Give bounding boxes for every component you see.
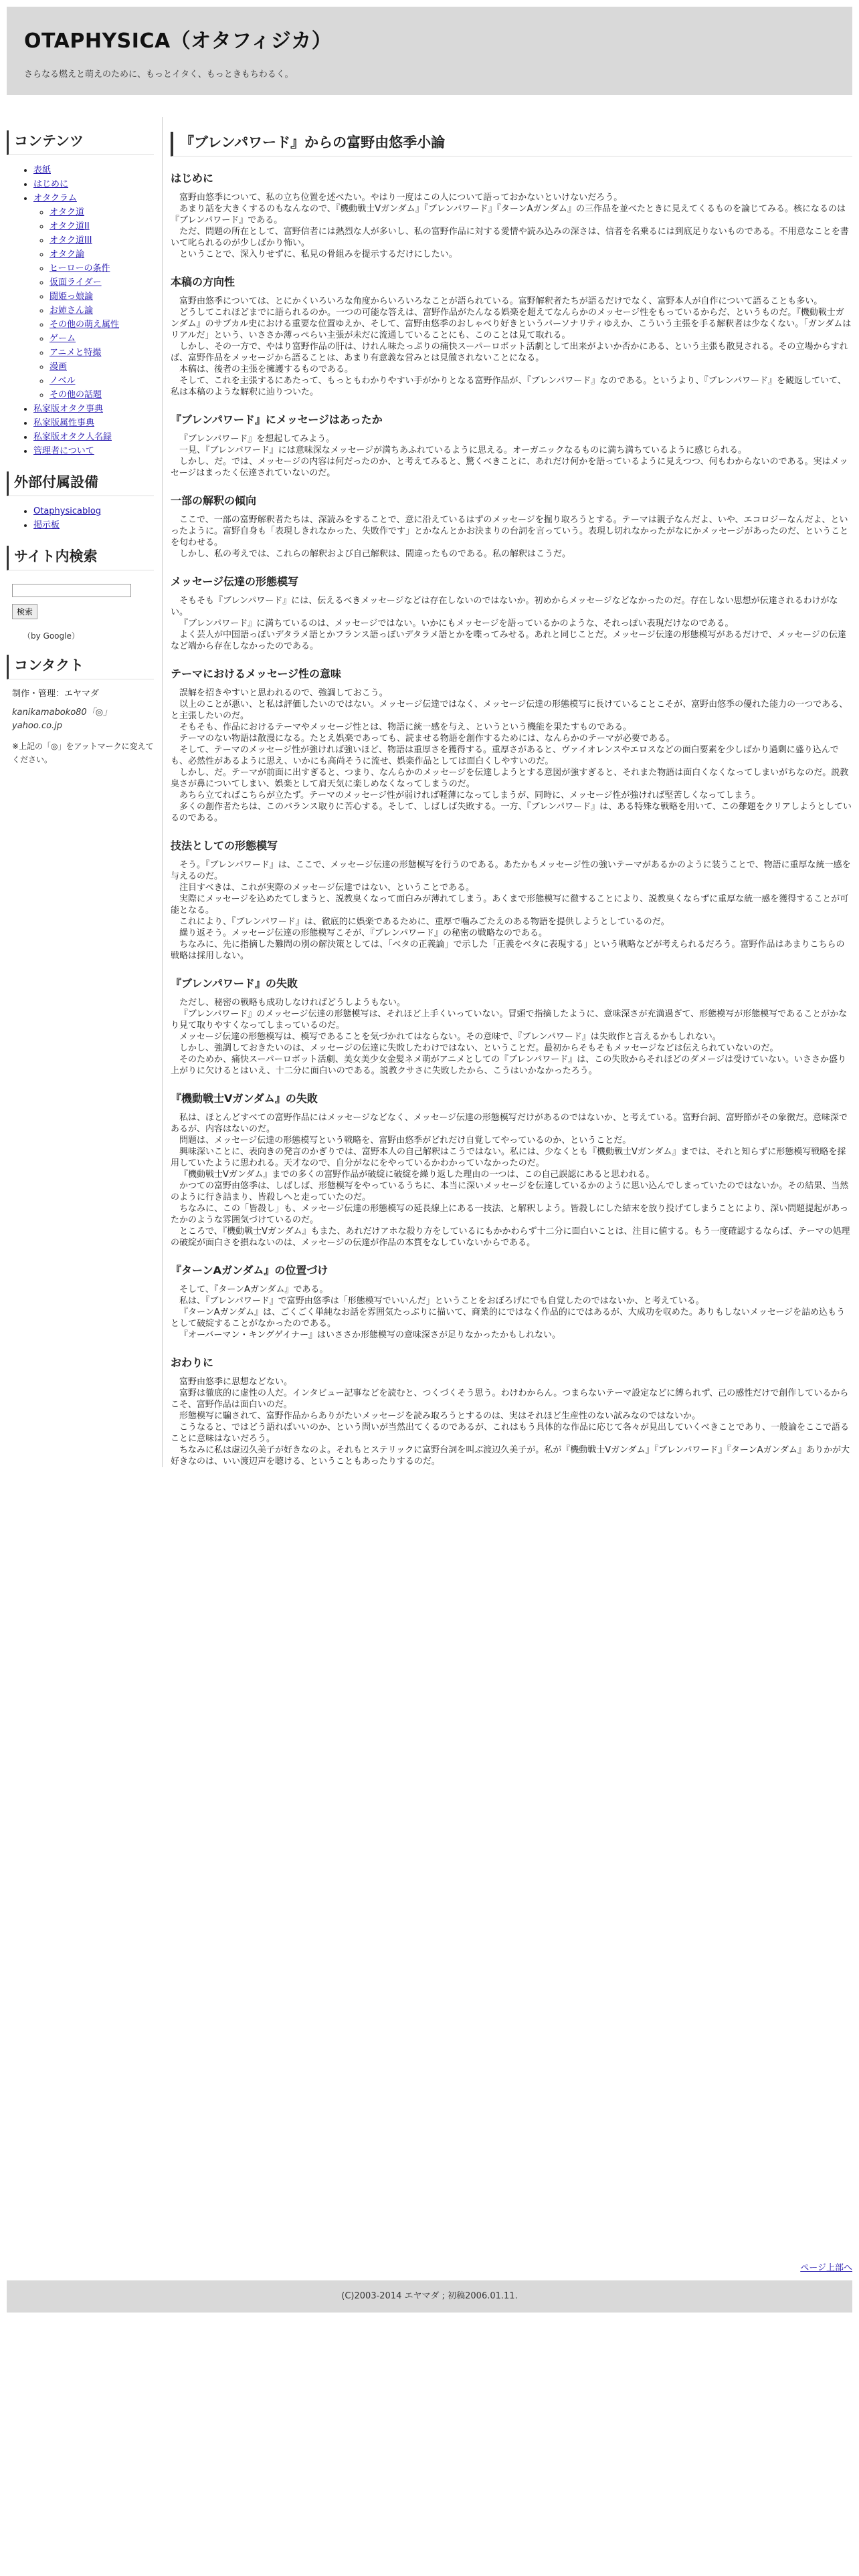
contents-heading: コンテンツ [7, 130, 154, 155]
paragraph: 以上のことが悪い、と私は評価したいのではない。メッセージ伝達ではなく、メッセージ伝達の形態模写に長けていることこそが、富野由悠季の優れた能力の一つである、と主張したいのだ。 [171, 700, 848, 721]
nav-subitem [50, 219, 154, 233]
section-heading: テーマにおけるメッセージ性の意味 [171, 667, 342, 680]
nav-item [33, 163, 154, 177]
nav-subitem [50, 388, 154, 402]
paragraph: しかし、強調しておきたいのは、メッセージの伝達に失敗したわけではない、ということだ。最初からそもそもメッセージなどは伝えられていないのだ。 [179, 1043, 779, 1053]
external-heading: 外部付属設備 [7, 471, 154, 496]
paragraph: 富野由悠季について、私の立ち位置を述べたい。やはり一度はこの人について語っておかないといけないだろう。 [179, 193, 623, 203]
contact-email-line1: kanikamaboko80「◎」 [12, 708, 112, 718]
paragraph: ちなみに、先に指摘した難問の別の解決策としては、「ベタの正義論」で示した「正義をベタに表現する」という戦略などが考えられるだろう。富野作品はあまりこちらの戦略は採用しない。 [171, 940, 845, 961]
article-section [171, 411, 852, 479]
paragraph: 『オーバーマン・キングゲイナー』はいささか形態模写の意味深さが足りなかったかもしれない。 [179, 1330, 561, 1340]
site-header [7, 7, 852, 95]
nav-sublink[interactable]: 闘姫っ娘論 [50, 292, 94, 302]
section-heading: 本稿の方向性 [171, 276, 235, 288]
nav-subitem [50, 247, 154, 261]
page-top-link[interactable]: ページ上部へ [800, 2263, 852, 2273]
section-heading: 『ブレンパワード』の失敗 [171, 977, 298, 990]
paragraph: 『ブレンパワード』に満ちているのは、メッセージではない。いかにもメッセージを語っているかのような、それっぽい表現だけなのである。 [179, 619, 734, 629]
section-heading: 技法としての形態模写 [171, 839, 278, 852]
paragraph: 富野は徹底的に虚性の人だ。インタビュー記事などを読むと、つくづくそう思う。わけわからん。つまらないテーマ設定などに縛られず、己の感性だけで創作しているからこそ、富野作品は面白いのだ。 [171, 1388, 849, 1410]
section-heading: 一部の解釈の傾向 [171, 494, 257, 507]
article-section [171, 492, 852, 560]
contact-heading: コンタクト [7, 655, 154, 679]
section-heading: 『機動戦士Vガンダム』の失敗 [171, 1092, 318, 1105]
nav-subitem [50, 360, 154, 374]
nav-sublink[interactable]: オタク道III [50, 235, 92, 245]
nav-subitem [50, 276, 154, 290]
paragraph: テーマのない物語は散漫になる。たとえ娯楽であっても、読ませる物語を創作するためには、なんらかのテーマが必要である。 [179, 734, 675, 744]
paragraph: そう。『ブレンパワード』は、ここで、メッセージ伝達の形態模写を行うのである。あたかもメッセージ性の強いテーマがあるかのように装うことで、物語に重厚な統一感を与えるのだ。 [171, 860, 851, 881]
article-section [171, 837, 852, 962]
paragraph: ということで、深入りせずに、私見の骨組みを提示するだけにしたい。 [179, 249, 458, 259]
article-body [171, 170, 852, 1467]
paragraph: そもそも、作品におけるテーマやメッセージ性とは、物語に統一感を与え、というという機能を果たすものである。 [179, 722, 632, 732]
paragraph: よく芸人が中国語っぽいデタラメ語とかフランス語っぽいデタラメ語とかを喋ってみせる。あれと同じことだ。メッセージ伝達の形態模写があるだけで、メッセージの伝達など端から存在しなかったのである。 [171, 630, 846, 651]
paragraph: こうなると、ではどう語ればいいのか、という問いが当然出てくるのであるが、これはもう具体的な作品に応じて各々が見出していくべきことであり、一般論をここで語ることに意味はないだろう。 [171, 1422, 850, 1444]
paragraph: 富野由悠季については、とにかくいろいろな角度からいろいろなことが語られている。富野解釈者たちが語るだけでなく、富野本人が自作について語ることも多い。 [179, 296, 823, 306]
paragraph: 誤解を招きやすいと思われるので、強調しておこう。 [179, 688, 388, 698]
paragraph: 一見、『ブレンパワード』には意味深なメッセージが満ちあふれているように思える。オーガニックなるものに満ち満ちているように感じられる。 [179, 445, 747, 455]
nav-sublist [33, 205, 154, 402]
paragraph: 『ターンAガンダム』は、ごくごく単純なお話を雰囲気たっぷりに描いて、商業的にではなく作品的にではあるが、大成功を収めた。ありもしないメッセージを詰め込もうとして破綻することがなかったのである。 [171, 1307, 846, 1329]
nav-sublink[interactable]: ゲーム [50, 334, 76, 344]
nav-sublink[interactable]: その他の萌え属性 [50, 320, 120, 330]
section-heading: 『ブレンパワード』にメッセージはあったか [171, 413, 383, 426]
section-heading: はじめに [171, 172, 214, 185]
paragraph: しかし、だ。では、メッセージの内容は何だったのか、と考えてみると、驚くべきことに、あれだけ何かを語っているように見えつつ、何もわからないのである。実はメッセージはまったく伝達されていないのだ。 [171, 457, 848, 478]
paragraph: 実際にメッセージを込めたてしまうと、説教臭くなって面白みが薄れてしまう。あくまで形態模写に徹することにより、説教臭くならずに重厚な統一感を獲得することが可能となる。 [171, 894, 849, 916]
nav-link[interactable]: 私家版属性事典 [33, 418, 95, 428]
search-heading: サイト内検索 [7, 546, 154, 570]
search-button[interactable]: 検索 [12, 604, 37, 619]
article-section [171, 1262, 852, 1341]
contact-block [7, 687, 154, 766]
paragraph: かつての富野由悠季は、しばしば、形態模写をやっているうちに、本当に深いメッセージを伝達しているかのように思い込んでしまっていたのではないか。その結果、当然のように行き詰まり、皆殺しへと走っていたのだ。 [171, 1181, 849, 1202]
nav-subitem [50, 318, 154, 332]
paragraph: そもそも『ブレンパワード』には、伝えるべきメッセージなどは存在しないのではないか。初めからメッセージなどなかったのだ。存在しない思想が伝達されるわけがない。 [171, 596, 838, 617]
paragraph: 『ブレンパワード』のメッセージ伝達の形態模写は、それほど上手くいっていない。冒頭で指摘したように、意味深さが充満過ぎて、形態模写が形態模写であることがかなり見て取りやすくなってしまっているのだ。 [171, 1009, 848, 1031]
external-link[interactable]: Otaphysicablog [33, 506, 102, 516]
paragraph: そして、これを主張するにあたって、もっともわかりやすい手がかりとなる富野作品が、『ブレンパワード』なのである。というより、『ブレンパワード』を観返していて、私は本稿のような解釈に辿りついた。 [171, 376, 846, 397]
paragraph: 多くの創作者たちは、このバランス取りに苦心する。そして、しばしば失敗する。一方、『ブレンパワード』は、ある特殊な戦略を用いて、この難題をクリアしようとしているのである。 [171, 802, 852, 823]
nav-item [33, 191, 154, 402]
external-item [33, 518, 154, 532]
page [7, 7, 852, 2301]
contact-email-line2: yahoo.co.jp [12, 721, 63, 731]
paragraph: ただ、問題の所在として、富野信者には熱烈な人が多いし、私の富野作品に対する愛情や読み込みの深さは、信者を名乗るには到底足りないものである。不用意なことを書いて叱られるのが少しばかり怖い。 [171, 227, 849, 248]
nav-sublink[interactable]: オタク道II [50, 221, 90, 231]
paragraph: そして、『ターンAガンダム』である。 [179, 1285, 328, 1295]
paragraph: ちなみに私は虚辺久美子が好きなのよ。それもとステリックに富野台詞を叫ぶ渡辺久美子が。私が『機動戦士Vガンダム』『ブレンパワード』『ターンAガンダム』ありかが大好きなのは、いい渡辺声を聴ける、ということもあったりするのだ。 [171, 1445, 850, 1467]
paragraph: 形態模写に騙されて、富野作品からありがたいメッセージを読み取ろうとするのは、実はそれほど生産性のない試みなのではないか。 [179, 1411, 700, 1421]
nav-item [33, 177, 154, 191]
nav-subitem [50, 346, 154, 360]
nav-sublink[interactable]: アニメと特撮 [50, 348, 102, 358]
paragraph: そのためか、痛快スーパーロボット活劇、美女美少女金髪ネメ萌がアニメとしての『ブレンパワード』は、この失敗からそれほどのダメージは受けていない。いささか盛り上がりに欠けるとはいえ、十二分に面白いのである。説教クサさに失敗したから、こうはいかなかったろう。 [171, 1055, 847, 1076]
contact-owner: 制作・管理：エヤマダ [12, 689, 100, 699]
paragraph: ところで、『機動戦士Vガンダム』もまた、あれだけアホな殺り方をしているにもかかわらず十二分に面白いことは、注目に値する。もう一度確認するならば、テーマの処理の破綻が面白さを損ねないのは、メッセージの伝達が作品の本質をなしていないからである。 [171, 1226, 850, 1248]
nav-sublink[interactable]: オタク論 [50, 249, 85, 259]
nav-sublink[interactable]: ヒーローの条件 [50, 263, 110, 274]
paragraph: あちら立てればこちらが立たず。テーマのメッセージ性が弱ければ軽薄になってしまうが、同時に、メッセージ性が強ければ堅苦しくなってしまう。 [179, 790, 761, 800]
nav-sublink[interactable]: お姉さん論 [50, 306, 94, 316]
section-heading: おわりに [171, 1356, 214, 1369]
paragraph: 『ブレンパワード』を想起してみよう。 [179, 434, 335, 444]
paragraph: ここで、一部の富野解釈者たちは、深読みをすることで、意に沿えているはずのメッセージを掘り取ろうとする。テーマは親子なんだよ、いや、エコロジーなんだよ、といったように。富野自身も「表現しきれなかった、失敗作です」とかなんとかお決まりの台詞を言っていう。表現し切れなかったがなにかメッセージがあったのだ、ということを匂わせる。 [171, 515, 849, 548]
nav-link[interactable]: オタクラム [33, 193, 77, 203]
nav-item [33, 444, 154, 458]
nav-subitem [50, 304, 154, 318]
paragraph: ただし、秘密の戦略も成功しなければどうしようもない。 [179, 998, 406, 1008]
paragraph: どうしてこれほどまでに語られるのか。一つの可能な答えは、富野作品がたんなる娯楽を超えてなんらかのメッセージ性をもっているからだ、というものだ。『機動戦士ガンダム』のサブカル史における重要な位置ゆえか、そして、富野由悠季のおしゃべり好きというパーソナリティゆえか、こういう主張を手る解釈者は少なくない。「ガンダムはリアルだ」という、いささか薄っぺらい主張が未だに流通していることにも、このことは見て取れる。 [171, 308, 852, 340]
paragraph: 富野由悠季に思想などない。 [179, 1377, 293, 1387]
nav-subitem [50, 261, 154, 276]
nav-subitem [50, 205, 154, 219]
article-section [171, 274, 852, 398]
article-title: 『ブレンパワード』からの富野由悠季小論 [171, 132, 852, 156]
paragraph: 私は、『ブレンパワード』で富野由悠季は「形態模写でいいんだ」ということをおぼろげにでも自覚したのではないか、と考えている。 [179, 1296, 704, 1306]
nav-subitem [50, 332, 154, 346]
paragraph: 私は、ほとんどすべての富野作品にはメッセージなどなく、メッセージ伝達の形態模写だけがあるのではないか、と考えている。富野台詞、富野節がその象徴だ。意味深であるが、内容はないのだ。 [171, 1113, 848, 1134]
external-item [33, 504, 154, 518]
paragraph: しかし、私の考えでは、これらの解釈および自己解釈は、間違ったものである。私の解釈はこうだ。 [179, 549, 571, 559]
article-section [171, 170, 852, 260]
paragraph: 注目すべきは、これが実際のメッセージ伝達ではない、ということである。 [179, 883, 474, 893]
nav-subitem [50, 233, 154, 247]
sidebar [7, 117, 154, 766]
google-note: （by Google） [23, 631, 80, 641]
site-tagline: さらなる燃えと萌えのために、もっとイタく、もっときもちわるく。 [24, 70, 294, 80]
article-section [171, 975, 852, 1077]
paragraph: 本稿は、後者の主張を擁護するものである。 [179, 364, 354, 374]
nav-subitem [50, 290, 154, 304]
nav-link[interactable]: 私家版オタク人名録 [33, 432, 112, 442]
article-section [171, 573, 852, 652]
nav-item [33, 430, 154, 444]
article-section [171, 1090, 852, 1249]
nav-link[interactable]: はじめに [33, 179, 69, 189]
nav-sublink[interactable]: 漫画 [50, 362, 68, 372]
main-content [162, 117, 852, 1467]
article-section [171, 1354, 852, 1467]
nav-list [7, 163, 154, 458]
nav-link[interactable]: 私家版オタク事典 [33, 404, 104, 414]
paragraph: 『機動戦士Vガンダム』までの多くの富野作品が破綻に破綻を繰り返した理由の一つは、この自己誤認にあると思われる。 [179, 1170, 655, 1180]
nav-sublink[interactable]: オタク道 [50, 207, 85, 217]
paragraph: メッセージ伝達の形態模写は、模写であることを気づかれてはならない。その意味で、『ブレンパワード』は失敗作と言えるかもしれない。 [179, 1032, 721, 1042]
paragraph: これにより、『ブレンパワード』は、徹底的に娯楽であるために、重厚で噛みごたえのある物語を提供しようとしているのだ。 [179, 917, 670, 927]
nav-subitem [50, 374, 154, 388]
article-section [171, 665, 852, 824]
paragraph: ちなみに、この「皆殺し」も、メッセージ伝達の形態模写の延長線上にある一技法、と解釈しよう。皆殺しにした結末を放り投げてしまうことにより、深い問題提起があったかのような雰囲気づけているのだ。 [171, 1204, 849, 1225]
nav-sublink[interactable]: その他の話題 [50, 390, 102, 400]
paragraph: そして、テーマのメッセージ性が強ければ強いほど、物語は重厚さを獲得する。重厚さがあると、ヴァイオレンスやエロスなどの面白要素を少しばかり過剰に盛り込んでも、必然性があるように思え、いかにも高尚そうに流せ、娯楽作品としては面白くしやすいのだ。 [171, 745, 839, 766]
nav-sublink[interactable]: ノベル [50, 376, 76, 386]
paragraph: 繰り返そう。メッセージ伝達の形態模写こそが、『ブレンパワード』の秘密の戦略なのである。 [179, 928, 547, 938]
copyright: (C)2003-2014 エヤマダ ; 初稿2006.01.11. [341, 2291, 518, 2301]
paragraph: しかし、その一方で、やはり富野作品の肝は、けれん味たっぷりの痛快スーパーロボット活劇として出来がよいか否かにある、という主張も散見される。その立場からすれば、富野作品をメッセージから語ることは、あまり有意義な営みとは見做されないことになる。 [171, 342, 848, 363]
section-heading: メッセージ伝達の形態模写 [171, 575, 299, 588]
site-title: OTAPHYSICA（オタフィジカ） [24, 29, 332, 53]
nav-item [33, 416, 154, 430]
search-input[interactable] [12, 584, 131, 597]
contact-email [12, 706, 154, 733]
paragraph: 問題は、メッセージ伝達の形態模写という戦略を、富野由悠季がどれだけ自覚してやっているのか、ということだ。 [179, 1136, 632, 1146]
paragraph: 興味深いことに、表向きの発言のかぎりでは、富野本人の自己解釈はこうではない。私には、少なくとも『機動戦士Vガンダム』までは、それと知らずに形態模写戦略を採用していたように思われる。天才なので、自分がなにをやっているかわかっていなかったのだ。 [171, 1147, 846, 1168]
section-heading: 『ターンAガンダム』の位置づけ [171, 1264, 328, 1277]
external-link[interactable]: 掲示板 [33, 520, 60, 530]
nav-link[interactable]: 管理者について [33, 446, 94, 456]
nav-sublink[interactable]: 仮面ライダー [50, 278, 102, 288]
paragraph: あまり話を大きくするのもなんなので、『機動戦士Vガンダム』『ブレンパワード』『ターンAガンダム』の三作品を並べたときに見えてくるものを論じてみる。核になるのは『ブレンパワード』である。 [171, 204, 846, 225]
external-list [7, 504, 154, 532]
contact-note: ※上記の「◎」をアットマークに変えてください。 [12, 742, 154, 764]
nav-item [33, 402, 154, 416]
paragraph: しかし、だ。テーマが前面に出すぎると、つまり、なんらかのメッセージを伝達しようとする意図が強すぎると、それまた物語は面白くなくなってしまいがちなのだ。説教臭さが鼻についてしまい、娯楽として肩天気に楽しめなくなってしまうのだ。 [171, 768, 849, 789]
site-footer [7, 2280, 852, 2313]
nav-link[interactable]: 表紙 [33, 165, 52, 175]
